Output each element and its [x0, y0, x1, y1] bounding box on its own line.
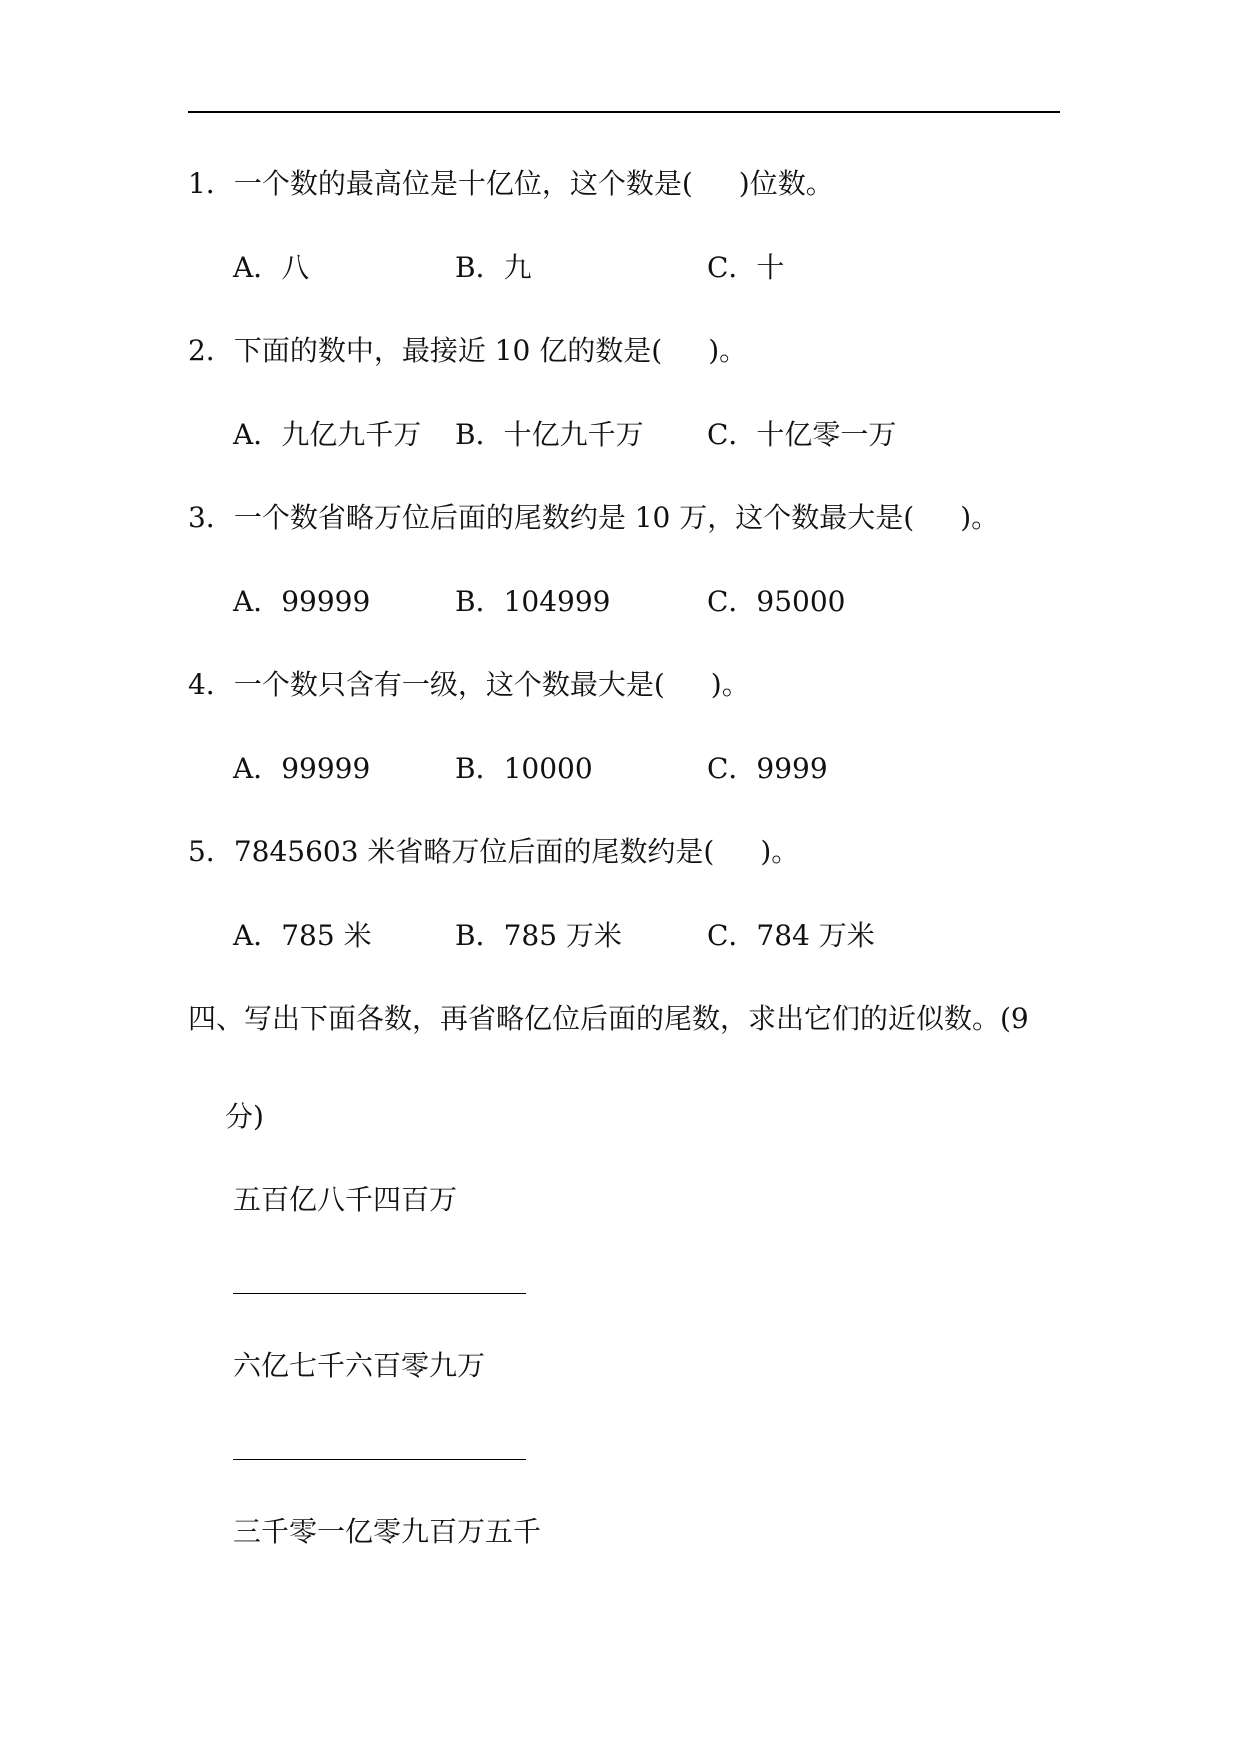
header-rule	[188, 111, 1060, 113]
question-5	[188, 834, 799, 870]
question-1-option-b[interactable]: B．九	[455, 251, 532, 284]
question-number: 1．	[188, 167, 234, 200]
question-3	[188, 500, 999, 536]
section-4-item-3: 三千零一亿零九百万五千	[233, 1515, 542, 1548]
question-3-option-b[interactable]: B．104999	[455, 585, 611, 618]
question-text-end: )。	[760, 835, 800, 868]
question-number: 3．	[188, 501, 234, 534]
question-1-option-a[interactable]: A．八	[233, 251, 310, 284]
answer-line-2[interactable]	[233, 1459, 526, 1460]
question-text: 7845603 米省略万位后面的尾数约是(	[233, 835, 715, 868]
question-4-option-c[interactable]: C．9999	[707, 752, 828, 785]
question-text-end: )。	[710, 668, 750, 701]
question-3-option-a[interactable]: A．99999	[233, 585, 371, 618]
question-2-option-b[interactable]: B．十亿九千万	[455, 418, 644, 451]
question-5-option-b[interactable]: B．785 万米	[455, 919, 622, 952]
question-2-option-a[interactable]: A．九亿九千万	[233, 418, 422, 451]
question-text-end: )。	[960, 501, 1000, 534]
question-2-option-c[interactable]: C．十亿零一万	[707, 418, 897, 451]
question-4	[188, 667, 750, 703]
question-text: 下面的数中，最接近 10 亿的数是(	[233, 334, 663, 367]
question-5-option-c[interactable]: C．784 万米	[707, 919, 875, 952]
question-text-end: )。	[708, 334, 748, 367]
answer-line-1[interactable]	[233, 1293, 526, 1294]
question-number: 4．	[188, 668, 234, 701]
question-text: 一个数省略万位后面的尾数约是 10 万，这个数最大是(	[233, 501, 915, 534]
question-text-end: )位数。	[738, 167, 834, 200]
section-4-item-1: 五百亿八千四百万	[233, 1183, 458, 1216]
question-5-option-a[interactable]: A．785 米	[233, 919, 372, 952]
question-text: 一个数的最高位是十亿位，这个数是(	[233, 167, 693, 200]
question-number: 5．	[188, 835, 234, 868]
question-1-option-c[interactable]: C．十	[707, 251, 785, 284]
question-1	[188, 166, 834, 202]
section-4-heading-continued: 分)	[225, 1100, 264, 1133]
question-3-option-c[interactable]: C．95000	[707, 585, 846, 618]
section-4-heading: 四、写出下面各数，再省略亿位后面的尾数，求出它们的近似数。(9	[188, 1002, 1029, 1035]
section-4-item-2: 六亿七千六百零九万	[233, 1349, 486, 1382]
question-4-option-b[interactable]: B．10000	[455, 752, 593, 785]
question-text: 一个数只含有一级，这个数最大是(	[233, 668, 665, 701]
question-4-option-a[interactable]: A．99999	[233, 752, 371, 785]
question-number: 2．	[188, 334, 234, 367]
question-2	[188, 333, 747, 369]
